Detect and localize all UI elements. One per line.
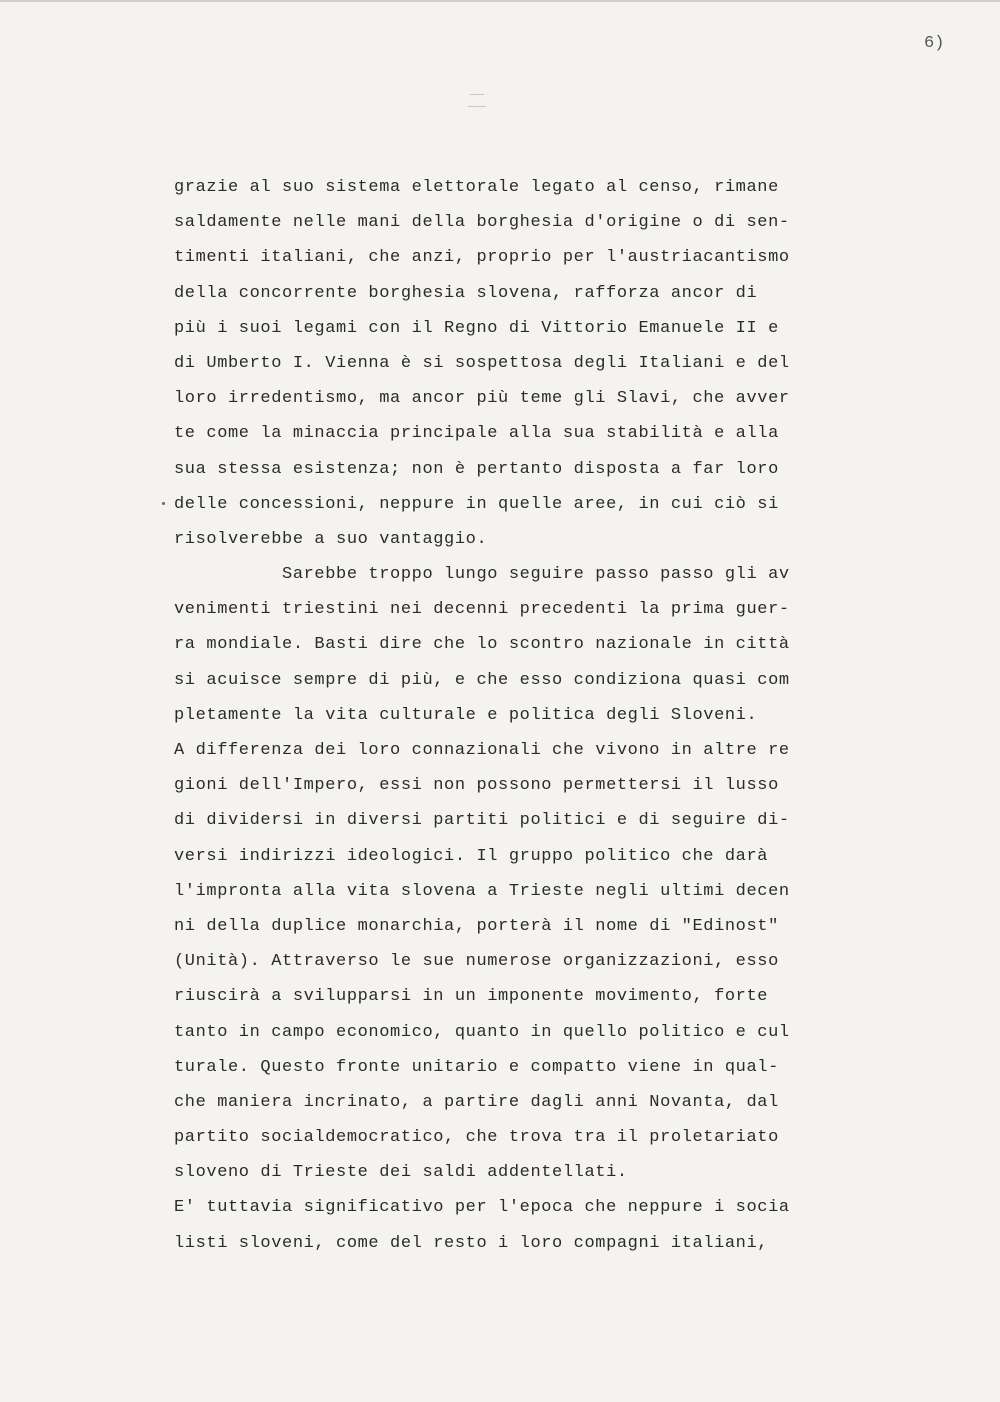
body-text	[174, 170, 874, 1261]
text-line: Sarebbe troppo lungo seguire passo passo gli av	[174, 565, 790, 585]
text-line: di Umberto I. Vienna è si sospettosa degli Italiani e del	[174, 353, 790, 373]
text-line: delle concessioni, neppure in quelle aree, in cui ciò si	[174, 494, 779, 514]
text-line: riuscirà a svilupparsi in un imponente movimento, forte	[174, 987, 769, 1007]
text-line: E' tuttavia significativo per l'epoca che neppure i socia	[174, 1198, 790, 1218]
text-line: sua stessa esistenza; non è pertanto disposta a far loro	[174, 459, 779, 479]
text-line: saldamente nelle mani della borghesia d'origine o di sen-	[174, 213, 790, 233]
scan-artifact	[470, 94, 484, 95]
text-line: timenti italiani, che anzi, proprio per l'austriacantismo	[174, 248, 790, 268]
text-line: più i suoi legami con il Regno di Vittorio Emanuele II e	[174, 318, 779, 338]
text-line: A differenza dei loro connazionali che vivono in altre re	[174, 741, 790, 760]
text-line: pletamente la vita culturale e politica degli Sloveni.	[174, 705, 758, 725]
text-line: si acuisce sempre di più, e che esso condiziona quasi com	[174, 670, 790, 690]
text-line: sloveno di Trieste dei saldi addentellati.	[174, 1163, 628, 1183]
text-line: gioni dell'Impero, essi non possono permettersi il lusso	[174, 776, 779, 796]
text-line: turale. Questo fronte unitario e compatto viene in qual-	[174, 1057, 779, 1077]
text-line: di dividersi in diversi partiti politici e di seguire di-	[174, 811, 790, 831]
text-line: partito socialdemocratico, che trova tra il proletariato	[174, 1128, 779, 1148]
text-line: tanto in campo economico, quanto in quello politico e cul	[174, 1022, 790, 1042]
text-line: (Unità). Attraverso le sue numerose organizzazioni, esso	[174, 952, 779, 972]
scan-artifact	[468, 106, 486, 107]
text-line: che maniera incrinato, a partire dagli anni Novanta, dal	[174, 1092, 779, 1112]
text-line: loro irredentismo, ma ancor più teme gli Slavi, che avver	[174, 389, 790, 409]
text-line: venimenti triestini nei decenni precedenti la prima guer-	[174, 600, 790, 620]
margin-mark	[162, 502, 165, 505]
text-line: versi indirizzi ideologici. Il gruppo politico che darà	[174, 846, 769, 866]
text-line: te come la minaccia principale alla sua stabilità e alla	[174, 424, 779, 444]
text-line: l'impronta alla vita slovena a Trieste negli ultimi decen	[174, 881, 790, 901]
text-line: grazie al suo sistema elettorale legato al censo, rimane	[174, 178, 779, 197]
text-line: della concorrente borghesia slovena, rafforza ancor di	[174, 283, 758, 303]
text-line: risolverebbe a suo vantaggio.	[174, 529, 488, 549]
text-line: ra mondiale. Basti dire che lo scontro nazionale in città	[174, 635, 790, 655]
text-line: listi sloveni, come del resto i loro compagni italiani,	[174, 1233, 769, 1253]
page-number: 6)	[924, 34, 945, 53]
text-line: ni della duplice monarchia, porterà il nome di "Edinost"	[174, 916, 779, 936]
